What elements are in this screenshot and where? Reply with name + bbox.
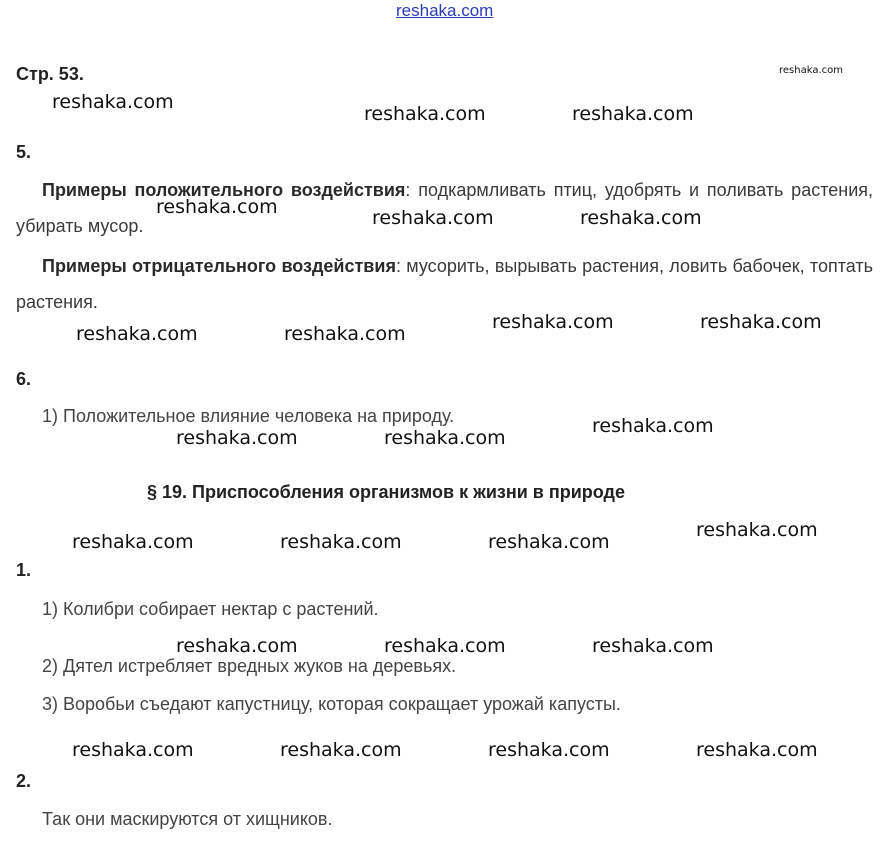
answer-line-2: 2) Дятел истребляет вредных жуков на деревьях. bbox=[42, 656, 457, 676]
negative-label: Примеры отрицательного воздействия bbox=[42, 256, 396, 276]
watermark: reshaka.com bbox=[592, 415, 714, 437]
watermark: reshaka.com bbox=[72, 531, 194, 553]
watermark: reshaka.com bbox=[52, 91, 174, 113]
negative-examples bbox=[16, 248, 873, 320]
answer-line: 1) Положительное влияние человека на природу. bbox=[42, 406, 455, 426]
watermark: reshaka.com bbox=[488, 739, 610, 761]
site-link[interactable]: reshaka.com bbox=[396, 1, 494, 20]
positive-label: Примеры положительного воздействия bbox=[42, 180, 406, 200]
watermark: reshaka.com bbox=[572, 103, 694, 125]
answer-line-3: 3) Воробьи съедают капустницу, которая сокращает урожай капусты. bbox=[42, 694, 621, 714]
task-number-1: 1. bbox=[16, 560, 32, 580]
watermark: reshaka.com bbox=[280, 531, 402, 553]
watermark: reshaka.com bbox=[76, 323, 198, 345]
watermark: reshaka.com bbox=[779, 65, 843, 76]
watermark: reshaka.com bbox=[488, 531, 610, 553]
watermark: reshaka.com bbox=[176, 635, 298, 657]
watermark: reshaka.com bbox=[580, 207, 702, 229]
watermark: reshaka.com bbox=[284, 323, 406, 345]
watermark: reshaka.com bbox=[156, 196, 278, 218]
watermark: reshaka.com bbox=[372, 207, 494, 229]
watermark: reshaka.com bbox=[364, 103, 486, 125]
answer-line: Так они маскируются от хищников. bbox=[42, 809, 333, 829]
watermark: reshaka.com bbox=[696, 739, 818, 761]
answer-line-1: 1) Колибри собирает нектар с растений. bbox=[42, 599, 379, 619]
watermark: reshaka.com bbox=[592, 635, 714, 657]
task-number-6: 6. bbox=[16, 369, 32, 389]
watermark: reshaka.com bbox=[384, 635, 506, 657]
section-title: § 19. Приспособления организмов к жизни в природе bbox=[147, 482, 625, 502]
task-number-2: 2. bbox=[16, 771, 32, 791]
watermark: reshaka.com bbox=[72, 739, 194, 761]
page-label: Стр. 53. bbox=[16, 64, 84, 84]
watermark: reshaka.com bbox=[384, 427, 506, 449]
positive-text: : подкармливать птиц, удобрять и поливать растения, убирать мусор. bbox=[16, 180, 873, 236]
watermark: reshaka.com bbox=[280, 739, 402, 761]
watermark: reshaka.com bbox=[700, 311, 822, 333]
task-number-5: 5. bbox=[16, 142, 32, 162]
watermark: reshaka.com bbox=[492, 311, 614, 333]
negative-text: : мусорить, вырывать растения, ловить бабочек, топтать растения. bbox=[16, 256, 873, 312]
watermark: reshaka.com bbox=[176, 427, 298, 449]
watermark: reshaka.com bbox=[696, 519, 818, 541]
